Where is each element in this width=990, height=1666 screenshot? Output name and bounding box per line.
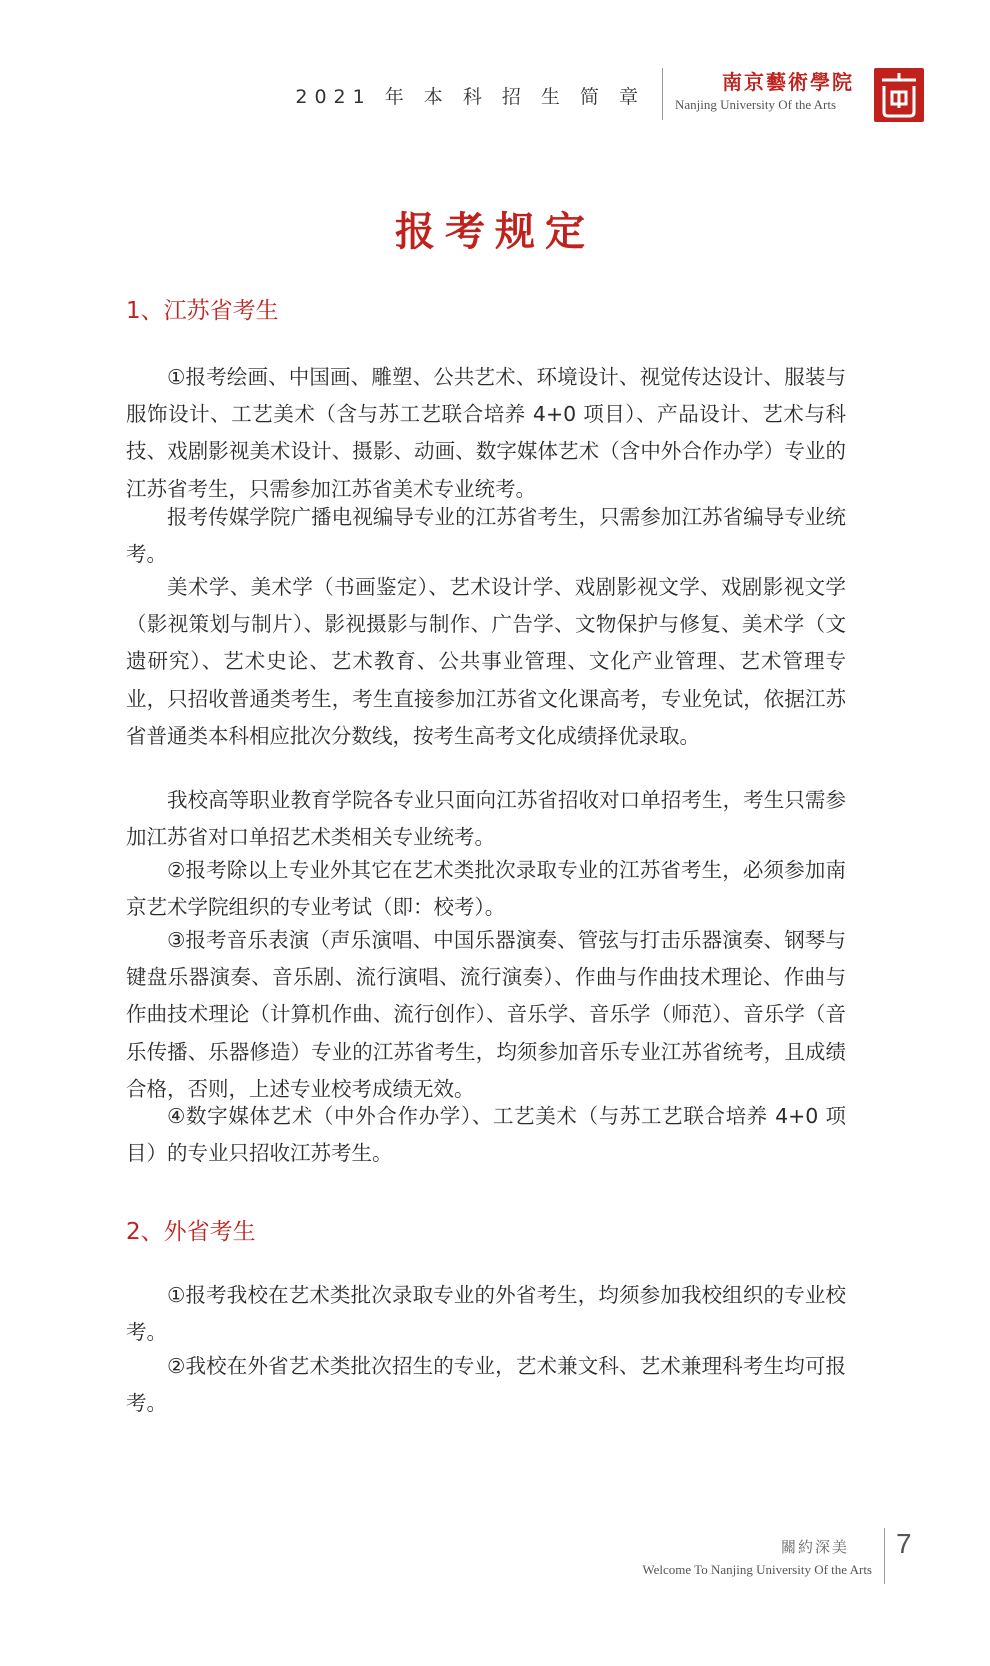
page-title: 报考规定 <box>395 208 595 255</box>
paragraph: ①报考绘画、中国画、雕塑、公共艺术、环境设计、视觉传达设计、服装与服饰设计、工艺美术（含与苏工艺联合培养 4+0 项目）、产品设计、艺术与科技、戏剧影视美术设计、摄影、动画、数字媒体艺术（含中外合作办学）专业的江苏省考生，只需参加江苏省美术专业统考。 <box>126 365 846 501</box>
section-heading-jiangsu: 1、江苏省考生 <box>126 298 279 324</box>
header-divider <box>662 68 663 120</box>
section-heading-other-provinces: 2、外省考生 <box>126 1219 256 1245</box>
paragraph: ②报考除以上专业外其它在艺术类批次录取专业的江苏省考生，必须参加南京艺术学院组织的专业考试（即：校考）。 <box>126 858 846 920</box>
paragraph: ③报考音乐表演（声乐演唱、中国乐器演奏、管弦与打击乐器演奏、钢琴与键盘乐器演奏、音乐剧、流行演唱、流行演奏）、作曲与作曲技术理论、作曲与作曲技术理论（计算机作曲、流行创作）、音乐学、音乐学（师范）、音乐学（音乐传播、乐器修造）专业的江苏省考生，均须参加音乐专业江苏省统考，且成绩合格，否则，上述专业校考成绩无效。 <box>126 928 846 1101</box>
paragraph: ④数字媒体艺术（中外合作办学）、工艺美术（与苏工艺联合培养 4+0 项目）的专业只招收江苏考生。 <box>126 1104 846 1166</box>
paragraph: ①报考我校在艺术类批次录取专业的外省考生，均须参加我校组织的专业校考。 <box>126 1283 846 1345</box>
university-logo-cn: 南京藝術學院 <box>722 70 854 94</box>
footer-divider <box>884 1528 885 1584</box>
paragraph: 美术学、美术学（书画鉴定）、艺术设计学、戏剧影视文学、戏剧影视文学（影视策划与制片）、影视摄影与制作、广告学、文物保护与修复、美术学（文遗研究）、艺术史论、艺术教育、公共事业管理、文化产业管理、艺术管理专业，只招收普通类考生，考生直接参加江苏省文化课高考，专业免试，依据江苏省普通类本科相应批次分数线，按考生高考文化成绩择优录取。 <box>126 575 846 748</box>
university-logo-en: Nanjing University Of the Arts <box>675 97 837 112</box>
paragraph: 报考传媒学院广播电视编导专业的江苏省考生，只需参加江苏省编导专业统考。 <box>126 505 846 567</box>
footer-welcome-text: Welcome To Nanjing University Of the Arts <box>642 1562 872 1577</box>
brochure-title: 2021 年 本 科 招 生 简 章 <box>295 86 645 108</box>
page-number: 7 <box>896 1528 912 1559</box>
paragraph: ②我校在外省艺术类批次招生的专业，艺术兼文科、艺术兼理科考生均可报考。 <box>126 1354 846 1416</box>
footer-motto: 關約深美 <box>781 1538 850 1556</box>
page-header <box>0 64 990 124</box>
paragraph: 我校高等职业教育学院各专业只面向江苏省招收对口单招考生，考生只需参加江苏省对口单招艺术类相关专业统考。 <box>126 788 846 850</box>
university-seal-icon <box>874 68 924 122</box>
